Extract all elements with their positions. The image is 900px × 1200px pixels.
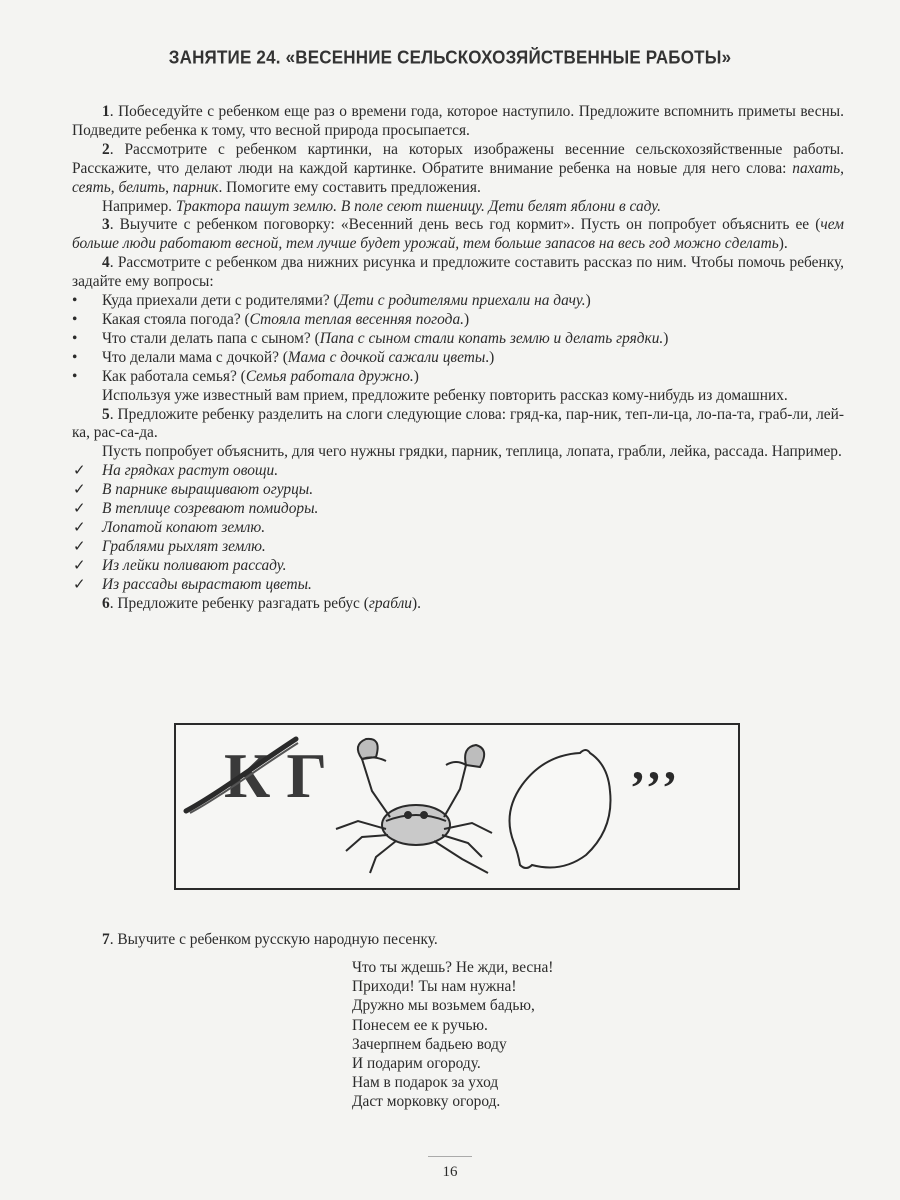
list-item: ✓ Из рассады вырастают цветы. <box>73 575 312 593</box>
poem-line: Дружно мы возьмем бадью, <box>352 997 535 1015</box>
page-number: 16 <box>442 1164 458 1180</box>
check-icon: ✓ <box>73 463 86 480</box>
poem-line: Нам в подарок за уход <box>352 1074 499 1092</box>
check-icon: ✓ <box>73 519 86 536</box>
paragraph-5: 5. Предложите ребенку разделить на слоги следующие слова: гряд-ка, пар-ник, теп-ли-ца, ло-па-та, граб-ли, лей-ка, рас-са-да. <box>72 405 844 442</box>
lemon-icon <box>510 750 611 868</box>
footer-divider <box>428 1156 472 1157</box>
paragraph-4-followup: Используя уже известный вам прием, предложите ребенку повторить рассказ кому-нибудь из домашних. <box>102 386 788 404</box>
check-icon: ✓ <box>73 482 86 499</box>
crab-icon <box>336 739 492 873</box>
list-item: ✓ На грядках растут овощи. <box>73 462 279 480</box>
poem-line: Приходи! Ты нам нужна! <box>352 978 517 996</box>
example-list <box>72 462 844 594</box>
list-item: • Что делали мама с дочкой? (Мама с дочкой сажали цветы.) <box>72 348 495 366</box>
list-item: • Какая стояла погода? (Стояла теплая весенняя погода.) <box>72 310 470 328</box>
bullet-icon: • <box>72 348 78 366</box>
poem-line: Даст морковку огород. <box>352 1093 501 1111</box>
list-item: • Как работала семья? (Семья работала дружно.) <box>72 367 419 385</box>
poem-line: Понесем ее к ручью. <box>352 1016 488 1034</box>
bullet-icon: • <box>72 292 78 310</box>
check-icon: ✓ <box>73 538 86 555</box>
poem-line: Зачерпнем бадьею воду <box>352 1035 507 1053</box>
folk-song <box>352 958 553 1112</box>
bullet-icon: • <box>72 310 78 328</box>
paragraph-4: 4. Рассмотрите с ребенком два нижних рисунка и предложите составить рассказ по ним. Чтобы помочь ребенку, задайте ему вопросы: <box>72 254 844 291</box>
list-item: • Куда приехали дети с родителями? (Дети с родителями приехали на дачу.) <box>72 292 591 310</box>
paragraph-5-followup: Пусть попробует объяснить, для чего нужны грядки, парник, теплица, лопата, грабли, лейка, рассада. Например. <box>102 443 842 461</box>
bullet-icon: • <box>72 367 78 385</box>
poem-line: И подарим огороду. <box>352 1055 481 1073</box>
paragraph-7: 7. Выучите с ребенком русскую народную песенку. <box>102 931 438 948</box>
rebus-illustration <box>176 725 742 892</box>
question-list <box>72 292 844 387</box>
page-title: ЗАНЯТИЕ 24. «ВЕСЕННИЕ СЕЛЬСКОХОЗЯЙСТВЕННЫЕ РАБОТЫ» <box>168 47 732 68</box>
check-icon: ✓ <box>73 557 86 574</box>
paragraph-2: 2. Рассмотрите с ребенком картинки, на которых изображены весенние сельскохозяйственные работы. Расскажите, что делают люди на каждой картинке. Обратите внимание ребенка на новые для него слова: пахать, сеять, белить, парник. Помогите ему составить предложения. <box>72 140 844 196</box>
paragraph-2-example: Например. Трактора пашут землю. В поле сеют пшеницу. Дети белят яблони в саду. <box>102 197 661 215</box>
list-item: ✓ Из лейки поливают рассаду. <box>73 556 287 574</box>
paragraph-1: 1. Побеседуйте с ребенком еще раз о времени года, которое наступило. Предложите вспомнить приметы весны. Подведите ребенка к тому, что весной природа просыпается. <box>72 103 844 139</box>
poem-line: Что ты ждешь? Не жди, весна! <box>352 959 554 976</box>
list-item: ✓ В теплице созревают помидоры. <box>73 500 319 518</box>
rebus-commas: ,,, <box>632 737 680 790</box>
bullet-icon: • <box>72 329 78 347</box>
lesson-text <box>72 103 844 613</box>
rebus-puzzle <box>174 723 740 890</box>
rebus-letters: К Г <box>224 740 328 811</box>
check-icon: ✓ <box>73 576 86 593</box>
list-item: ✓ Лопатой копают землю. <box>73 518 266 536</box>
list-item: ✓ В парнике выращивают огурцы. <box>73 481 314 499</box>
paragraph-6: 6. Предложите ребенку разгадать ребус (грабли). <box>102 594 421 612</box>
check-icon: ✓ <box>73 501 86 518</box>
list-item: • Что стали делать папа с сыном? (Папа с сыном стали копать землю и делать грядки.) <box>72 329 669 347</box>
paragraph-3: 3. Выучите с ребенком поговорку: «Весенний день весь год кормит». Пусть он попробует объяснить ее (чем больше люди работают весной, тем лучше будет урожай, тем больше запасов на весь год можно сделать). <box>72 216 844 253</box>
list-item: ✓ Граблями рыхлят землю. <box>73 537 266 555</box>
